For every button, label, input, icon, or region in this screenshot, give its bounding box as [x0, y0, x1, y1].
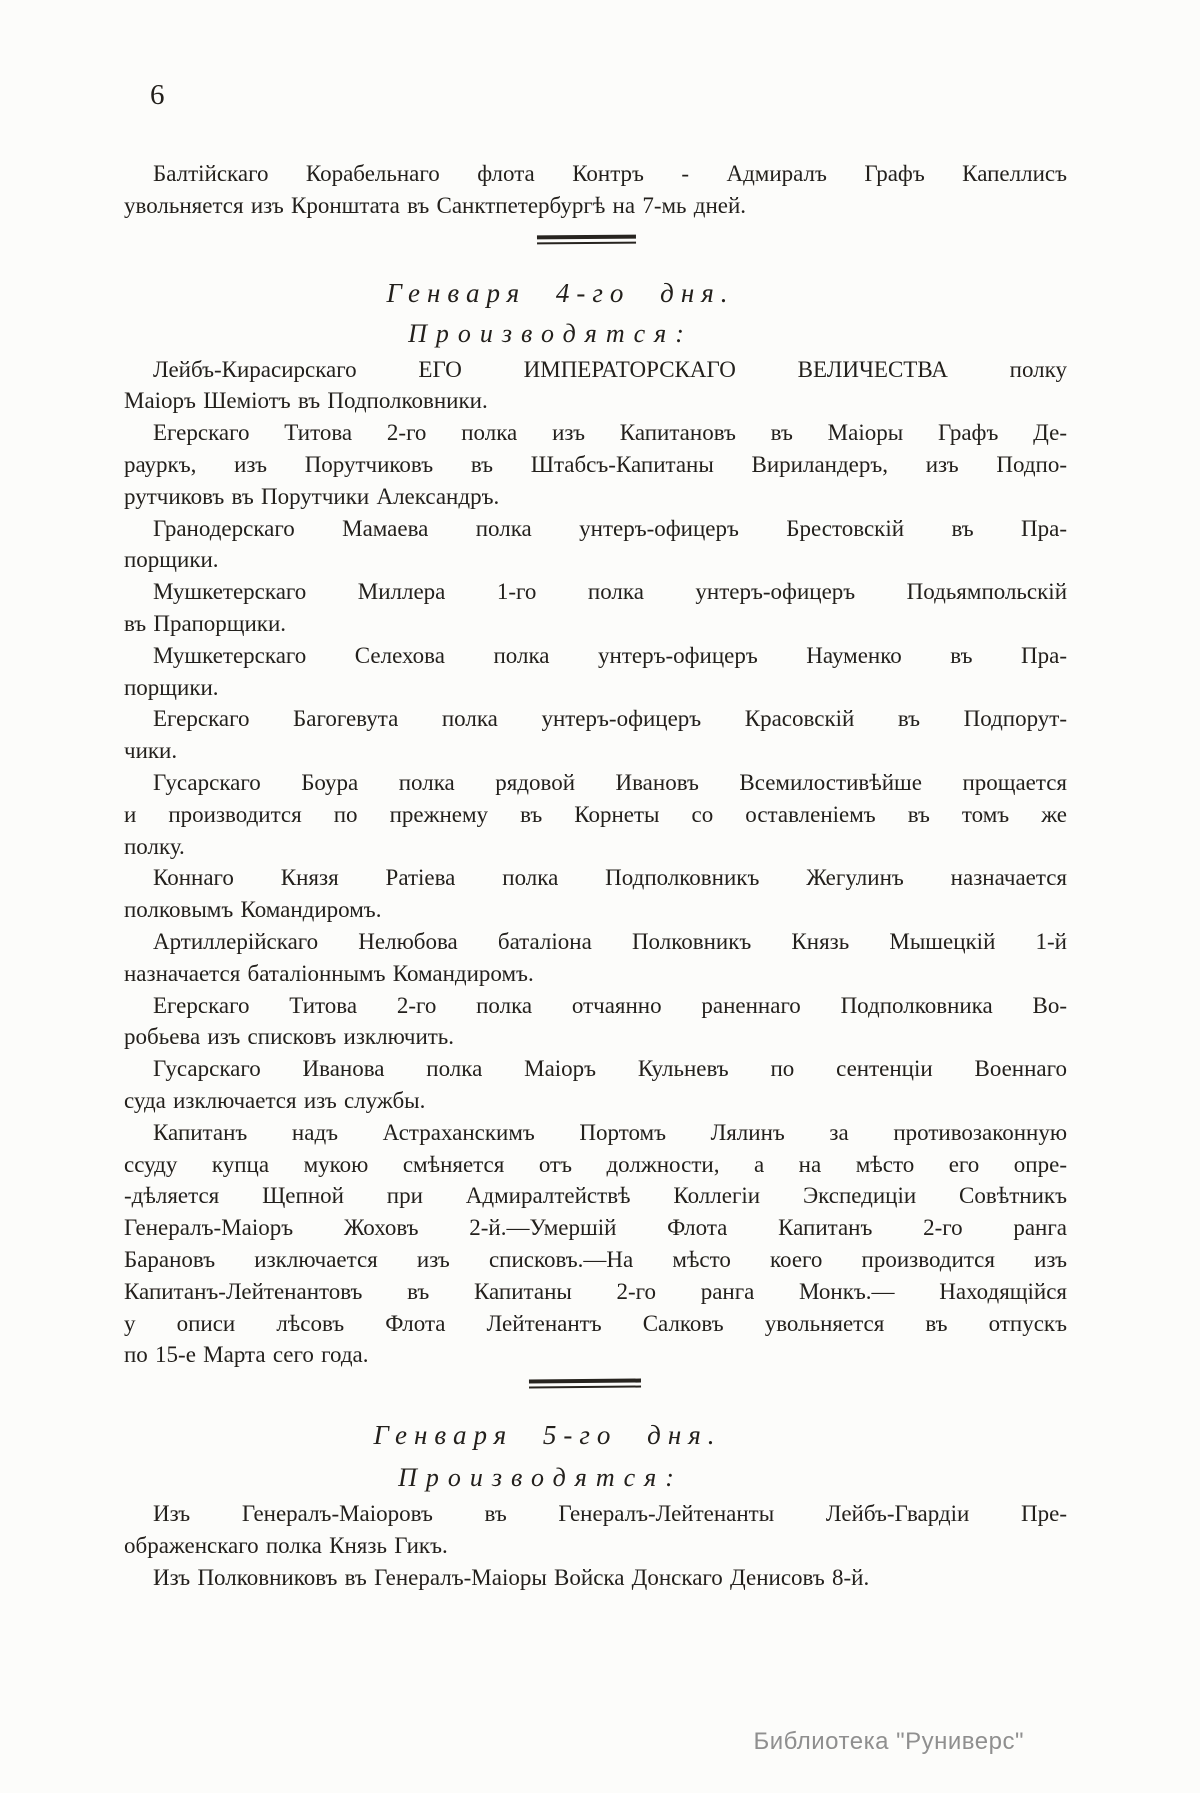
paragraph — [124, 1053, 1067, 1117]
section-paragraphs — [124, 354, 1067, 1372]
text-line: Коннаго Князя Ратіева полка Подполковникъ Жегулинъ назначается — [153, 865, 1067, 891]
text-line: Мушкетерскаго Миллера 1-го полка унтеръ-офицеръ Подьямпольскій — [153, 579, 1067, 605]
section-january-4 — [124, 275, 1067, 1372]
paragraph — [124, 513, 1067, 577]
text-line: Мушкетерскаго Селехова полка унтеръ-офицеръ Науменко въ Пра- — [153, 642, 1067, 668]
paragraph — [124, 862, 1067, 926]
library-watermark: Библиотека "Руниверс" — [753, 1728, 1024, 1755]
text-line: ссуду купца мукою смѣняется отъ должности, а на мѣсто его опре- — [124, 1151, 1067, 1177]
text-line: Егерскаго Титова 2-го полка отчаянно раненнаго Подполковника Во- — [153, 992, 1067, 1018]
promotions-subheading: Производятся: — [398, 1463, 683, 1493]
section-paragraphs — [124, 1498, 1067, 1593]
text-line: порщики. — [124, 674, 219, 700]
paragraph — [124, 1562, 1067, 1594]
paragraph — [124, 1498, 1067, 1562]
text-line: Капитанъ-Лейтенантовъ въ Капитаны 2-го ранга Монкъ.— Находящійся — [124, 1278, 1067, 1304]
text-line: Генералъ-Маіоръ Жоховъ 2-й.—Умершій Флота Капитанъ 2-го ранга — [124, 1215, 1067, 1241]
paragraph — [124, 640, 1067, 704]
text-line: Балтійскаго Корабельнаго флота Контръ - Адмиралъ Графъ Капеллисъ — [153, 161, 1067, 186]
text-line: Егерскаго Багогевута полка унтеръ-офицеръ Красовскій въ Подпорут- — [153, 706, 1067, 732]
text-line: рутчиковъ въ Порутчики Александръ. — [124, 483, 500, 509]
text-line: увольняется изъ Кронштата въ Санктпетербургѣ на 7-мь дней. — [124, 192, 747, 218]
paragraph — [124, 926, 1067, 990]
text-line: чики. — [124, 738, 178, 764]
text-line: полковымъ Командиромъ. — [124, 897, 382, 923]
text-line: Капитанъ надъ Астраханскимъ Портомъ Лялинъ за противозаконную — [153, 1119, 1067, 1145]
paragraph — [124, 703, 1067, 767]
text-line: суда изключается изъ службы. — [124, 1087, 426, 1113]
date-heading: Генваря 5-го дня. — [373, 1420, 722, 1451]
text-line: ображенскаго полка Князь Гикъ. — [124, 1532, 448, 1558]
text-line: Артиллерійскаго Нелюбова баталіона Полковникъ Князь Мышецкій 1-й — [153, 928, 1067, 954]
text-line: полку. — [124, 833, 185, 859]
text-line: Лейбъ-Кирасирскаго ЕГО ИМПЕРАТОРСКАГО ВЕЛИЧЕСТВА полку — [153, 356, 1067, 382]
text-line: назначается баталіоннымъ Командиромъ. — [124, 960, 534, 986]
text-line: и производится по прежнему въ Корнеты со оставленіемъ въ томъ же — [124, 801, 1067, 827]
paragraph — [124, 990, 1067, 1054]
text-line: порщики. — [124, 547, 219, 573]
intro-paragraphs — [124, 158, 1067, 222]
page-number: 6 — [150, 79, 166, 111]
paragraph — [124, 767, 1067, 862]
promotions-subheading: Производятся: — [408, 318, 693, 348]
section-divider-rule — [529, 1379, 641, 1389]
text-line: Барановъ изключается изъ списковъ.—На мѣсто коего производится изъ — [124, 1246, 1067, 1272]
text-line: Гусарскаго Боура полка рядовой Ивановъ Всемилостивѣйше прощается — [153, 769, 1067, 795]
text-line: у описи лѣсовъ Флота Лейтенантъ Салковъ увольняется въ отпускъ — [124, 1310, 1067, 1336]
section-divider-rule — [537, 234, 636, 244]
text-line: Маіоръ Шеміотъ въ Подполковники. — [124, 388, 488, 414]
paragraph — [124, 417, 1067, 512]
text-line: по 15-е Марта сего года. — [124, 1342, 369, 1368]
text-line: Егерскаго Титова 2-го полка изъ Капитановъ въ Маіоры Графъ Де- — [153, 420, 1067, 446]
text-line: Изъ Генералъ-Маіоровъ въ Генералъ-Лейтенанты Лейбъ-Гвардіи Пре- — [153, 1501, 1067, 1527]
text-line: робьева изъ списковъ изключить. — [124, 1024, 455, 1050]
text-line: Гусарскаго Иванова полка Маіоръ Кульневъ по сентенціи Военнаго — [153, 1056, 1067, 1082]
text-line: Гранодерскаго Мамаева полка унтеръ-офицеръ Брестовскій въ Пра- — [153, 515, 1067, 541]
text-line: въ Прапорщики. — [124, 610, 287, 636]
paragraph — [124, 158, 1067, 222]
text-line: Изъ Полковниковъ въ Генералъ-Маіоры Войска Донскаго Денисовъ 8-й. — [153, 1564, 870, 1590]
date-heading: Генваря 4-го дня. — [386, 277, 735, 308]
text-line: -дѣляется Щепной при Адмиралтействѣ Коллегіи Экспедиціи Совѣтникъ — [124, 1183, 1067, 1209]
paragraph — [124, 576, 1067, 640]
paragraph — [124, 354, 1067, 418]
text-line: рауркъ, изъ Порутчиковъ въ Штабсъ-Капитаны Вириландеръ, изъ Подпо- — [124, 451, 1067, 477]
paragraph — [124, 1117, 1067, 1371]
section-january-5 — [124, 1417, 1067, 1593]
